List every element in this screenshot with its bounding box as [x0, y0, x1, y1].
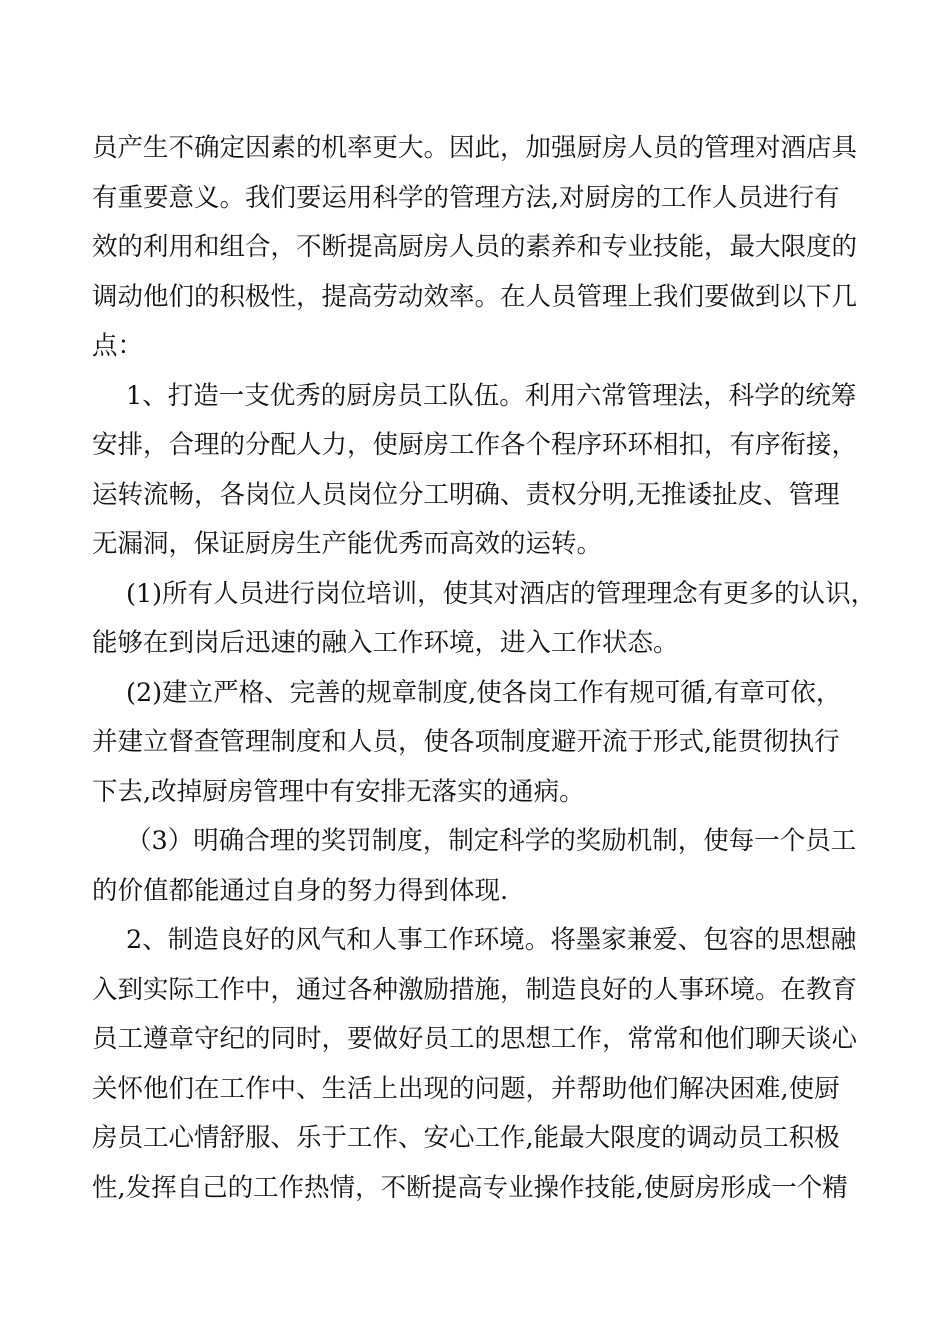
text-line: 效的利用和组合，不断提高厨房人员的素养和专业技能，最大限度的	[92, 232, 858, 262]
text-line: 有重要意义。我们要运用科学的管理方法,对厨房的工作人员进行有	[92, 182, 840, 213]
text-line: 点：	[92, 331, 144, 361]
text-line: 运转流畅，各岗位人员岗位分工明确、责权分明,无推诿扯皮、管理	[92, 479, 840, 510]
text-line: 下去,改掉厨房管理中有安排无落实的通病。	[92, 776, 585, 807]
text-line: 安排，合理的分配人力，使厨房工作各个程序环环相扣，有序衔接，	[92, 430, 858, 460]
text-line: 性,发挥自己的工作热情，不断提高专业操作技能,使厨房形成一个精	[92, 1172, 848, 1203]
body-text	[92, 124, 877, 1213]
text-line: 房员工心情舒服、乐于工作、安心工作,能最大限度的调动员工积极	[92, 1123, 840, 1153]
section-2-heading-line: 2、制造良好的风气和人事工作环境。将墨家兼爱、包容的思想融	[126, 925, 857, 955]
section-1-heading-line: 1、打造一支优秀的厨房员工队伍。利用六常管理法，科学的统筹	[126, 380, 857, 411]
text-line: 员产生不确定因素的机率更大。因此，加强厨房人员的管理对酒店具	[92, 133, 858, 163]
text-line: 无漏洞，保证厨房生产能优秀而高效的运转。	[92, 529, 603, 559]
item-1-line: (1)所有人员进行岗位培训，使其对酒店的管理理念有更多的认识，	[126, 578, 877, 609]
text-line: 的价值都能通过自身的努力得到体现.	[92, 875, 509, 906]
text-line: 入到实际工作中，通过各种激励措施，制造良好的人事环境。在教育	[92, 974, 858, 1005]
text-line: 员工遵章守纪的同时，要做好员工的思想工作，常常和他们聊天谈心	[92, 1024, 858, 1054]
item-2-line: (2)建立严格、完善的规章制度,使各岗工作有规可循,有章可依，	[126, 677, 842, 708]
text-line: 关怀他们在工作中、生活上出现的问题，并帮助他们解决困难,使厨	[92, 1073, 840, 1104]
text-line: 并建立督查管理制度和人员，使各项制度避开流于形式,能贯彻执行	[92, 727, 840, 757]
item-3-line: （3）明确合理的奖罚制度，制定科学的奖励机制，使每一个员工	[126, 826, 857, 856]
text-line: 能够在到岗后迅速的融入工作环境，进入工作状态。	[92, 628, 679, 658]
text-line: 调动他们的积极性，提高劳动效率。在人员管理上我们要做到以下几	[92, 281, 858, 312]
